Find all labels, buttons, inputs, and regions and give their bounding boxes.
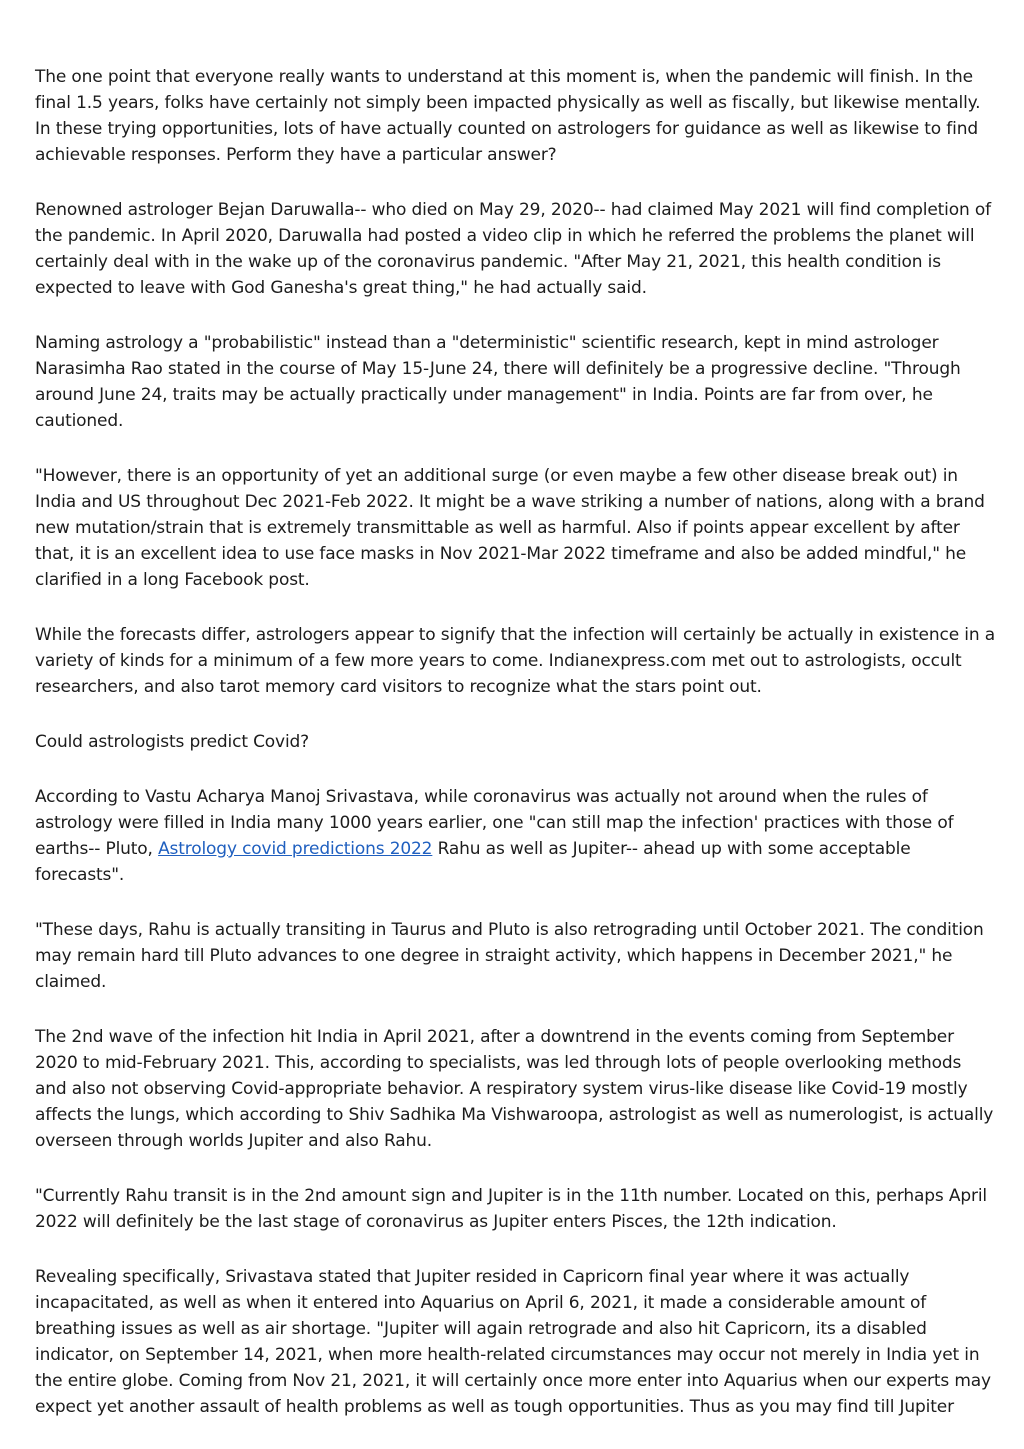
paragraph-pandemic-end: The one point that everyone really wants to understand at this moment is, when the pandemic will finish. In the final 1.5 years, folks have certainly not simply been impacted physically as well as fiscally, but likewise mentally. In these trying opportunities, lots of have actually counted on astrologers for guidance as well as likewise to find achievable responses. Perform they have a particular answer?: [35, 67, 981, 165]
paragraph-rahu-transit: "Currently Rahu transit is in the 2nd amount sign and Jupiter is in the 11th number. Located on this, perhaps April 2022 will definitely be the last stage of coronavirus as Jupiter enters Pisces, the 12th indication.: [35, 1186, 987, 1232]
astrology-covid-predictions-link[interactable]: Astrology covid predictions 2022: [158, 839, 433, 859]
paragraph-question: Could astrologists predict Covid?: [35, 732, 310, 752]
paragraph-second-wave: The 2nd wave of the infection hit India in April 2021, after a downtrend in the events coming from September 2020 to mid-February 2021. This, according to specialists, was led through lots of people overlooking methods and also not observing Covid-appropriate behavior. A respiratory system virus-like disease like Covid-19 mostly affects the lungs, which according to Shiv Sadhika Ma Vishwaroopa, astrologist as well as numerologist, is actually overseen through worlds Jupiter and also Rahu.: [35, 1027, 994, 1151]
paragraph-narasimha-rao: Naming astrology a "probabilistic" instead than a "deterministic" scientific research, kept in mind astrologer Narasimha Rao stated in the course of May 15-June 24, there will definitely be a progressive decline. "Through around June 24, traits may be actually practically under management" in India. Points are far from over, he cautioned.: [35, 333, 961, 431]
vastu-text-after: Rahu as well as Jupiter-- ahead up with some acceptable forecasts".: [35, 839, 911, 885]
paragraph-second-surge: "However, there is an opportunity of yet an additional surge (or even maybe a few other disease break out) in India and US throughout Dec 2021-Feb 2022. It might be a wave striking a number of nations, along with a brand new mutation/strain that is extremely transmittable as well as harmful. Also if points appear excellent by after that, it is an excellent idea to use face masks in Nov 2021-Mar 2022 timeframe and also be added mindful," he clarified in a long Facebook post.: [35, 466, 985, 590]
paragraph-forecasts-differ: While the forecasts differ, astrologers appear to signify that the infection will certainly be actually in existence in a variety of kinds for a minimum of a few more years to come. Indianexpress.com met out to astrologists, occult researchers, and also tarot memory card visitors to recognize what the stars point out.: [35, 625, 995, 697]
paragraph-rahu-taurus: "These days, Rahu is actually transiting in Taurus and Pluto is also retrograding until October 2021. The condition may remain hard till Pluto advances to one degree in straight activity, which happens in December 2021," he claimed.: [35, 920, 984, 992]
paragraph-vastu-acharya: [35, 784, 995, 888]
document-body: [35, 64, 995, 1449]
paragraph-daruwalla: Renowned astrologer Bejan Daruwalla-- who died on May 29, 2020-- had claimed May 2021 will find completion of the pandemic. In April 2020, Daruwalla had posted a video clip in which he referred the problems the planet will certainly deal with in the wake up of the coronavirus pandemic. "After May 21, 2021, this health condition is expected to leave with God Ganesha's great thing," he had actually said.: [35, 200, 991, 298]
paragraph-jupiter-capricorn: Revealing specifically, Srivastava stated that Jupiter resided in Capricorn final year where it was actually incapacitated, as well as when it entered into Aquarius on April 6, 2021, it made a considerable amount of breathing issues as well as air shortage. "Jupiter will again retrograde and also hit Capricorn, its a disabled indicator, on September 14, 2021, when more health-related circumstances may occur not merely in India yet in the entire globe. Coming from Nov 21, 2021, it will certainly once more enter into Aquarius when our experts may expect yet another assault of health problems as well as tough opportunities. Thus as you may find till Jupiter: [35, 1267, 991, 1417]
vastu-text-before: According to Vastu Acharya Manoj Srivastava, while coronavirus was actually not around when the rules of astrology were filled in India many 1000 years earlier, one "can still map the infection' practices with those of earths-- Pluto,: [35, 787, 954, 859]
